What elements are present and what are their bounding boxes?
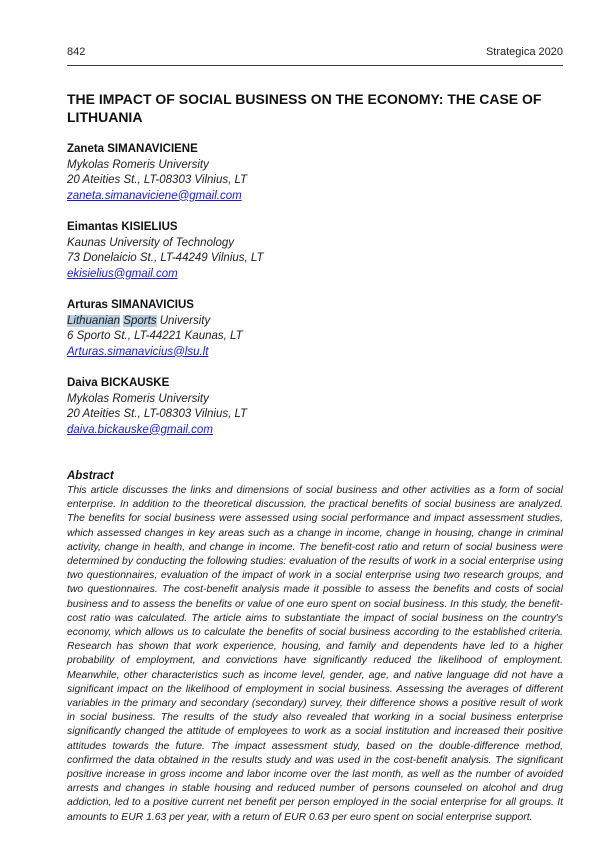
author-email-link[interactable]: ekisielius@gmail.com: [67, 267, 178, 280]
author-block: [67, 376, 547, 438]
author-block: [67, 220, 547, 282]
abstract-heading: Abstract: [67, 470, 114, 482]
page-number: 842: [67, 46, 86, 58]
abstract-text: This article discusses the links and dimensions of social business and other activities as a form of social enterprise. In addition to the theoretical discussion, the practical benefits of social business are analyzed. The benefits for social business were assessed using social performance and impact assessment studies, which assessed changes in key areas such as a change in income, change in housing, change in criminal activity, change in health, and change in income. The benefit-cost ratio and return of social business were determined by conducting the following studies: evaluation of the results of work in a social enterprise using two questionnaires, evaluation of the impact of work in a social enterprise using two research groups, and two questionnaires. The cost-benefit analysis made it possible to assess the benefits and costs of social business and to assess the benefits or value of one euro spent on social business. In this study, the benefit-cost ratio was calculated. The article aims to substantiate the impact of social business on the country's economy, which allows us to calculate the benefits of social business according to the established criteria. Research has shown that work experience, housing, and family and dependents have led to a higher probability of employment, and convictions have significantly reduced the likelihood of employment. Meanwhile, other characteristics such as income level, gender, age, and native language did not have a significant impact on the likelihood of employment in social business. Assessing the averages of different variables in the primary and secondary (secondary) survey, their difference shows a positive result of work in social business. The results of the study also revealed that working in a social business enterprise significantly changed the attitude of employees to work as a social institution and increased their positive attitudes towards the future. The impact assessment study, based on the double-difference method, confirmed the data obtained in the results study and was used in the cost-benefit analysis. The significant positive increase in gross income and labor income over the last month, as well as the number of avoided arrests and changes in stable housing and reduced number of persons counseled on alcohol and drug addiction, led to a positive current net benefit per person employed in the social enterprise for all groups. It amounts to EUR 1.63 per year, with a return of EUR 0.63 per euro spent on social enterprise support.: [67, 485, 563, 823]
author-name: Arturas SIMANAVICIUS: [67, 299, 194, 311]
author-address: 6 Sporto St., LT-44221 Kaunas, LT: [67, 330, 243, 342]
header-rule: [67, 65, 563, 66]
author-address: 73 Donelaicio St., LT-44249 Vilnius, LT: [67, 252, 264, 264]
author-name: Zaneta SIMANAVICIENE: [67, 143, 198, 155]
author-email-link[interactable]: Arturas.simanavicius@lsu.lt: [67, 345, 209, 358]
author-name: Eimantas KISIELIUS: [67, 221, 178, 233]
author-address: 20 Ateities St., LT-08303 Vilnius, LT: [67, 408, 248, 420]
affiliation-word: University: [159, 314, 211, 327]
author-block: [67, 142, 547, 204]
author-affiliation: [67, 314, 547, 330]
journal-name: Strategica 2020: [485, 46, 563, 58]
author-affiliation: Mykolas Romeris University: [67, 392, 209, 405]
author-name: Daiva BICKAUSKE: [67, 377, 170, 389]
author-address: 20 Ateities St., LT-08303 Vilnius, LT: [67, 174, 248, 186]
author-email-link[interactable]: zaneta.simanaviciene@gmail.com: [67, 189, 242, 202]
author-email-link[interactable]: daiva.bickauske@gmail.com: [67, 423, 213, 436]
highlighted-word: Sports: [123, 314, 157, 327]
highlighted-word: Lithuanian: [67, 314, 121, 327]
author-affiliation: Mykolas Romeris University: [67, 158, 209, 171]
paper-title: THE IMPACT OF SOCIAL BUSINESS ON THE ECONOMY: THE CASE OF LITHUANIA: [67, 91, 542, 125]
author-block: [67, 298, 547, 360]
author-affiliation: Kaunas University of Technology: [67, 236, 235, 249]
running-header: [67, 46, 563, 58]
